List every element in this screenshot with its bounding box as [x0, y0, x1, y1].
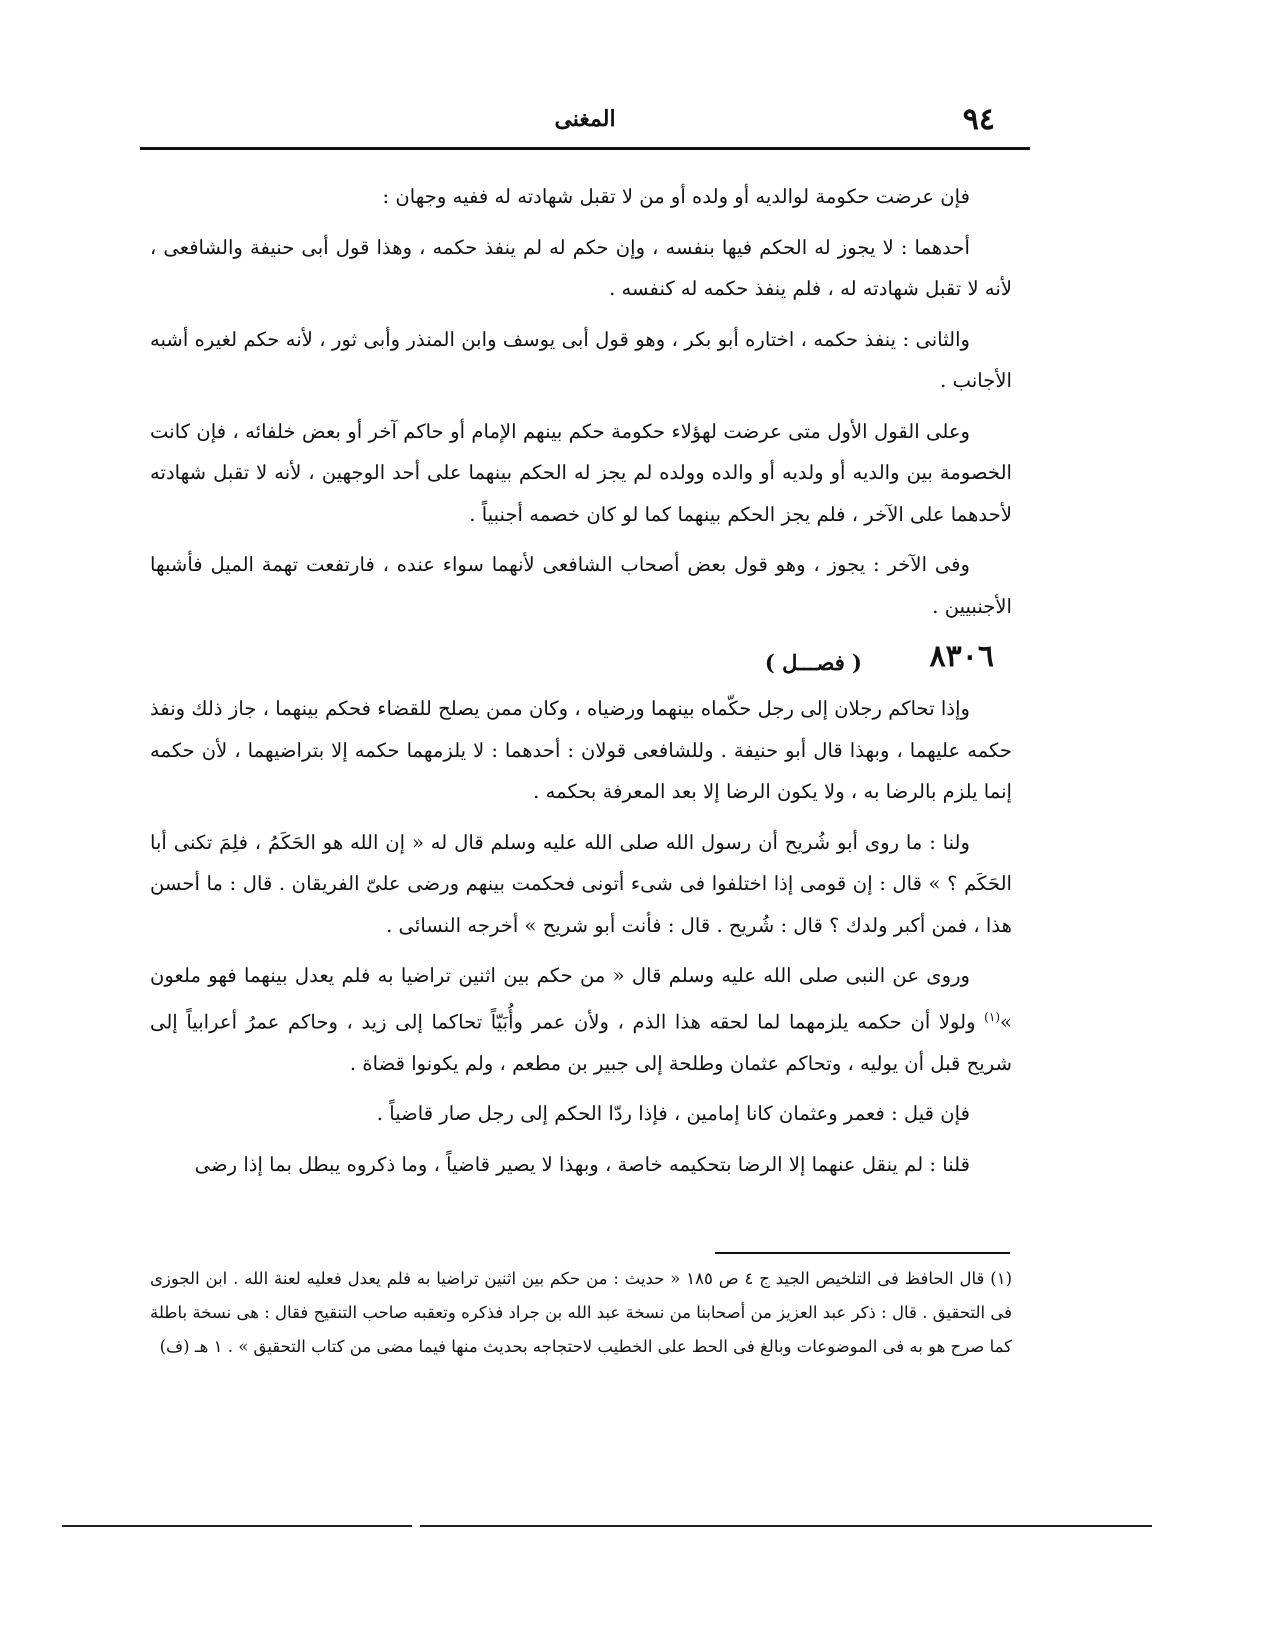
paragraph: وفى الآخر : يجوز ، وهو قول بعض أصحاب الشافعى لأنهما سواء عنده ، فارتفعت تهمة الميل فأشبها الأجنبيين .: [150, 553, 1012, 618]
section-title: ( فصـــل ): [764, 650, 862, 675]
main-text: [150, 176, 1012, 1194]
paragraph: أحدهما : لا يجوز له الحكم فيها بنفسه ، وإن حكم له لم ينفذ حكمه ، وهذا قول أبى حنيفة والشافعى ، لأنه لا تقبل شهادته له ، فلم ينفذ حكمه له كنفسه .: [150, 235, 1012, 300]
section-number: ٨٣٠٦: [929, 639, 994, 674]
footnote-rule: [715, 1252, 1010, 1254]
paragraph-text: وروى عن النبى صلى الله عليه وسلم قال « من حكم بين اثنين تراضيا به فلم يعدل بينهما فهو ملعون »: [150, 964, 1012, 1034]
footnotes: [150, 1262, 1012, 1364]
bottom-rule: [420, 1525, 1152, 1527]
paragraph: قلنا : لم ينقل عنهما إلا الرضا بتحكيمه خاصة ، وبهذا لا يصير قاضياً ، وما ذكروه يبطل بما إذا رضى: [194, 1152, 970, 1176]
section-heading: [150, 636, 1012, 684]
paragraph: وعلى القول الأول متى عرضت لهؤلاء حكومة حكم بينهم الإمام أو حاكم آخر أو بعض خلفائه ، فإن كانت الخصومة بين والديه أو ولديه أو والده وولده لم يجز له الحكم بينهما على أحد الوجهين ، لأنه لا تقبل شهادته لأحدهما على الآخر ، فلم يجز الحكم بينهما كما لو كان خصمه أجنبياً .: [150, 419, 1012, 526]
header-rule: [140, 147, 1030, 150]
running-title: المغنى: [554, 106, 616, 132]
page-number: ٩٤: [962, 102, 995, 137]
bottom-rule: [62, 1525, 412, 1527]
paragraph: ولنا : ما روى أبو شُريح أن رسول الله صلى الله عليه وسلم قال له « إن الله هو الحَكَمُ ، فلِمَ تكنى أبا الحَكَم ؟ » قال : إن قومى إذا اختلفوا فى شىء أتونى فحكمت بينهم ورضى علىّ الفريقان . قال : ما أحسن هذا ، فمن أكبر ولدك ؟ قال : شُريح . قال : فأنت أبو شريح » أخرجه النسائى .: [150, 830, 1012, 937]
footnote: (١) قال الحافظ فى التلخيص الجيد ج ٤ ص ١٨٥ « حديث : من حكم بين اثنين تراضيا به فلم يعدل فعليه لعنة الله . ابن الجوزى فى التحقيق . قال : ذكر عبد العزيز من أصحابنا من نسخة عبد الله بن جراد فذكره وتعقبه صاحب التنقيح فقال : هى نسخة باطلة كما صرح هو به فى الموضوعات وبالغ فى الحط على الخطيب لاحتجاجه بحديث منها فيما مضى من كتاب التحقيق » . ١ هـ (ف): [150, 1269, 1012, 1356]
paragraph: [150, 955, 1012, 1084]
paragraph: فإن عرضت حكومة لوالديه أو ولده أو من لا تقبل شهادته له ففيه وجهان :: [382, 185, 970, 208]
footnote-reference: (١): [984, 1009, 1000, 1024]
paragraph: والثانى : ينفذ حكمه ، اختاره أبو بكر ، وهو قول أبى يوسف وابن المنذر وأبى ثور ، لأنه حكم لغيره أشبه الأجانب .: [150, 327, 1012, 392]
paragraph: فإن قيل : فعمر وعثمان كانا إمامين ، فإذا ردّا الحكم إلى رجل صار قاضياً .: [376, 1102, 970, 1126]
page-header: [140, 100, 1030, 142]
paragraph-text: ولولا أن حكمه يلزمهما لما لحقه هذا الذم ، ولأن عمر وأُبَيّاً تحاكما إلى زيد ، وحاكم عمرُ أعرابياً إلى شريح قبل أن يوليه ، وتحاكم عثمان وطلحة إلى جبير بن مطعم ، ولم يكونوا قضاة .: [150, 1010, 1012, 1075]
paragraph: وإذا تحاكم رجلان إلى رجل حكّماه بينهما ورضياه ، وكان ممن يصلح للقضاء فحكم بينهما ، جاز ذلك ونفذ حكمه عليهما ، وبهذا قال أبو حنيفة . وللشافعى قولان : أحدهما : لا يلزمهما حكمه إلا بتراضيهما ، لأن حكمه إنما يلزم بالرضا به ، ولا يكون الرضا إلا بعد المعرفة بحكمه .: [150, 697, 1012, 803]
